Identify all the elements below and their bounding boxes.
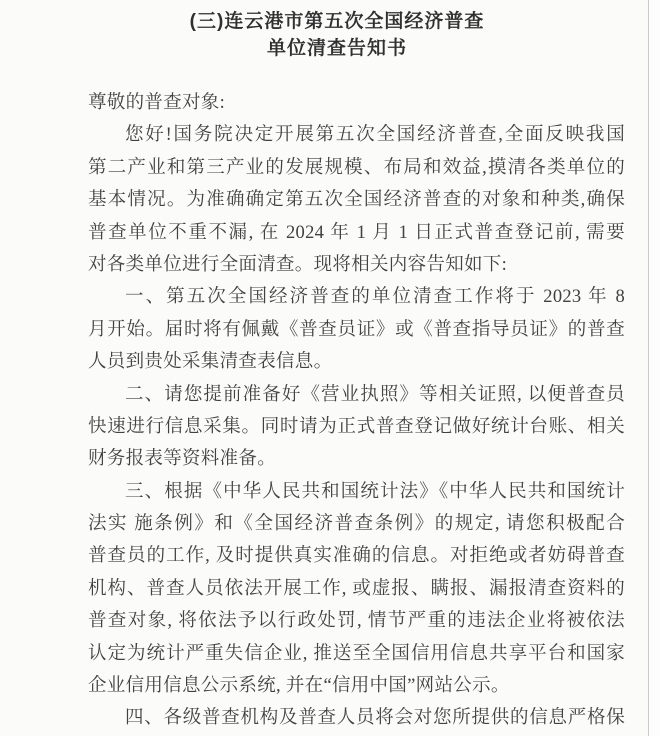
document-line: 认定为统计严重失信企业, 推送至全国信用信息共享平台和国家 [88,643,625,664]
document-line: 普查对象, 将依法予以行政处罚, 情节严重的违法企业将被依法 [88,611,625,632]
document-body [88,87,625,735]
document-line: 第二产业和第三产业的发展规模、布局和效益,摸清各类单位的 [88,157,625,178]
scan-edge-line [648,0,649,736]
document-line: 一、第五次全国经济普查的单位清查工作将于 2023 年 8 [125,287,625,308]
document-line: 您好!国务院决定开展第五次全国经济普查,全面反映我国 [125,125,625,146]
document-line: 三、根据《中华人民共和国统计法》《中华人民共和国统计 [125,481,625,502]
document-line: 对各类单位进行全面清查。现将相关内容告知如下: [88,254,508,275]
document-line: 快速进行信息采集。同时请为正式普查登记做好统计台账、相关 [88,416,625,437]
document-line: 人员到贵处采集清查表信息。 [88,352,333,373]
document-line: 月开始。届时将有佩戴《普查员证》或《普查指导员证》的普查 [88,319,625,340]
document-line: 基本情况。为准确确定第五次全国经济普查的对象和种类,确保 [88,190,625,211]
document-title [7,8,660,62]
document-line: 四、各级普查机构及普查人员将会对您所提供的信息严格保 [125,708,625,729]
document-line: 财务报表等资料准备。 [88,449,277,470]
document-line: 机构、普查人员依法开展工作, 或虚报、瞒报、漏报清查资料的 [88,578,625,599]
document-line: 二、请您提前准备好《营业执照》等相关证照, 以便普查员 [125,384,625,405]
document-line: 普查员的工作, 及时提供真实准确的信息。对拒绝或者妨碍普查 [88,546,625,567]
document-line: 普查单位不重不漏, 在 2024 年 1 月 1 日正式普查登记前, 需要 [88,222,625,243]
document-line: 法实 施条例》和《全国经济普查条例》的规定, 请您积极配合 [88,514,625,535]
scan-margin-strip [649,0,660,736]
document-title-line2: 单位清查告知书 [266,38,407,59]
document-line: 尊敬的普查对象: [88,93,226,113]
document-title-line1: (三)连云港市第五次全国经济普查 [189,11,485,32]
document-line: 企业信用信息公示系统, 并在“信用中国”网站公示。 [88,676,510,697]
